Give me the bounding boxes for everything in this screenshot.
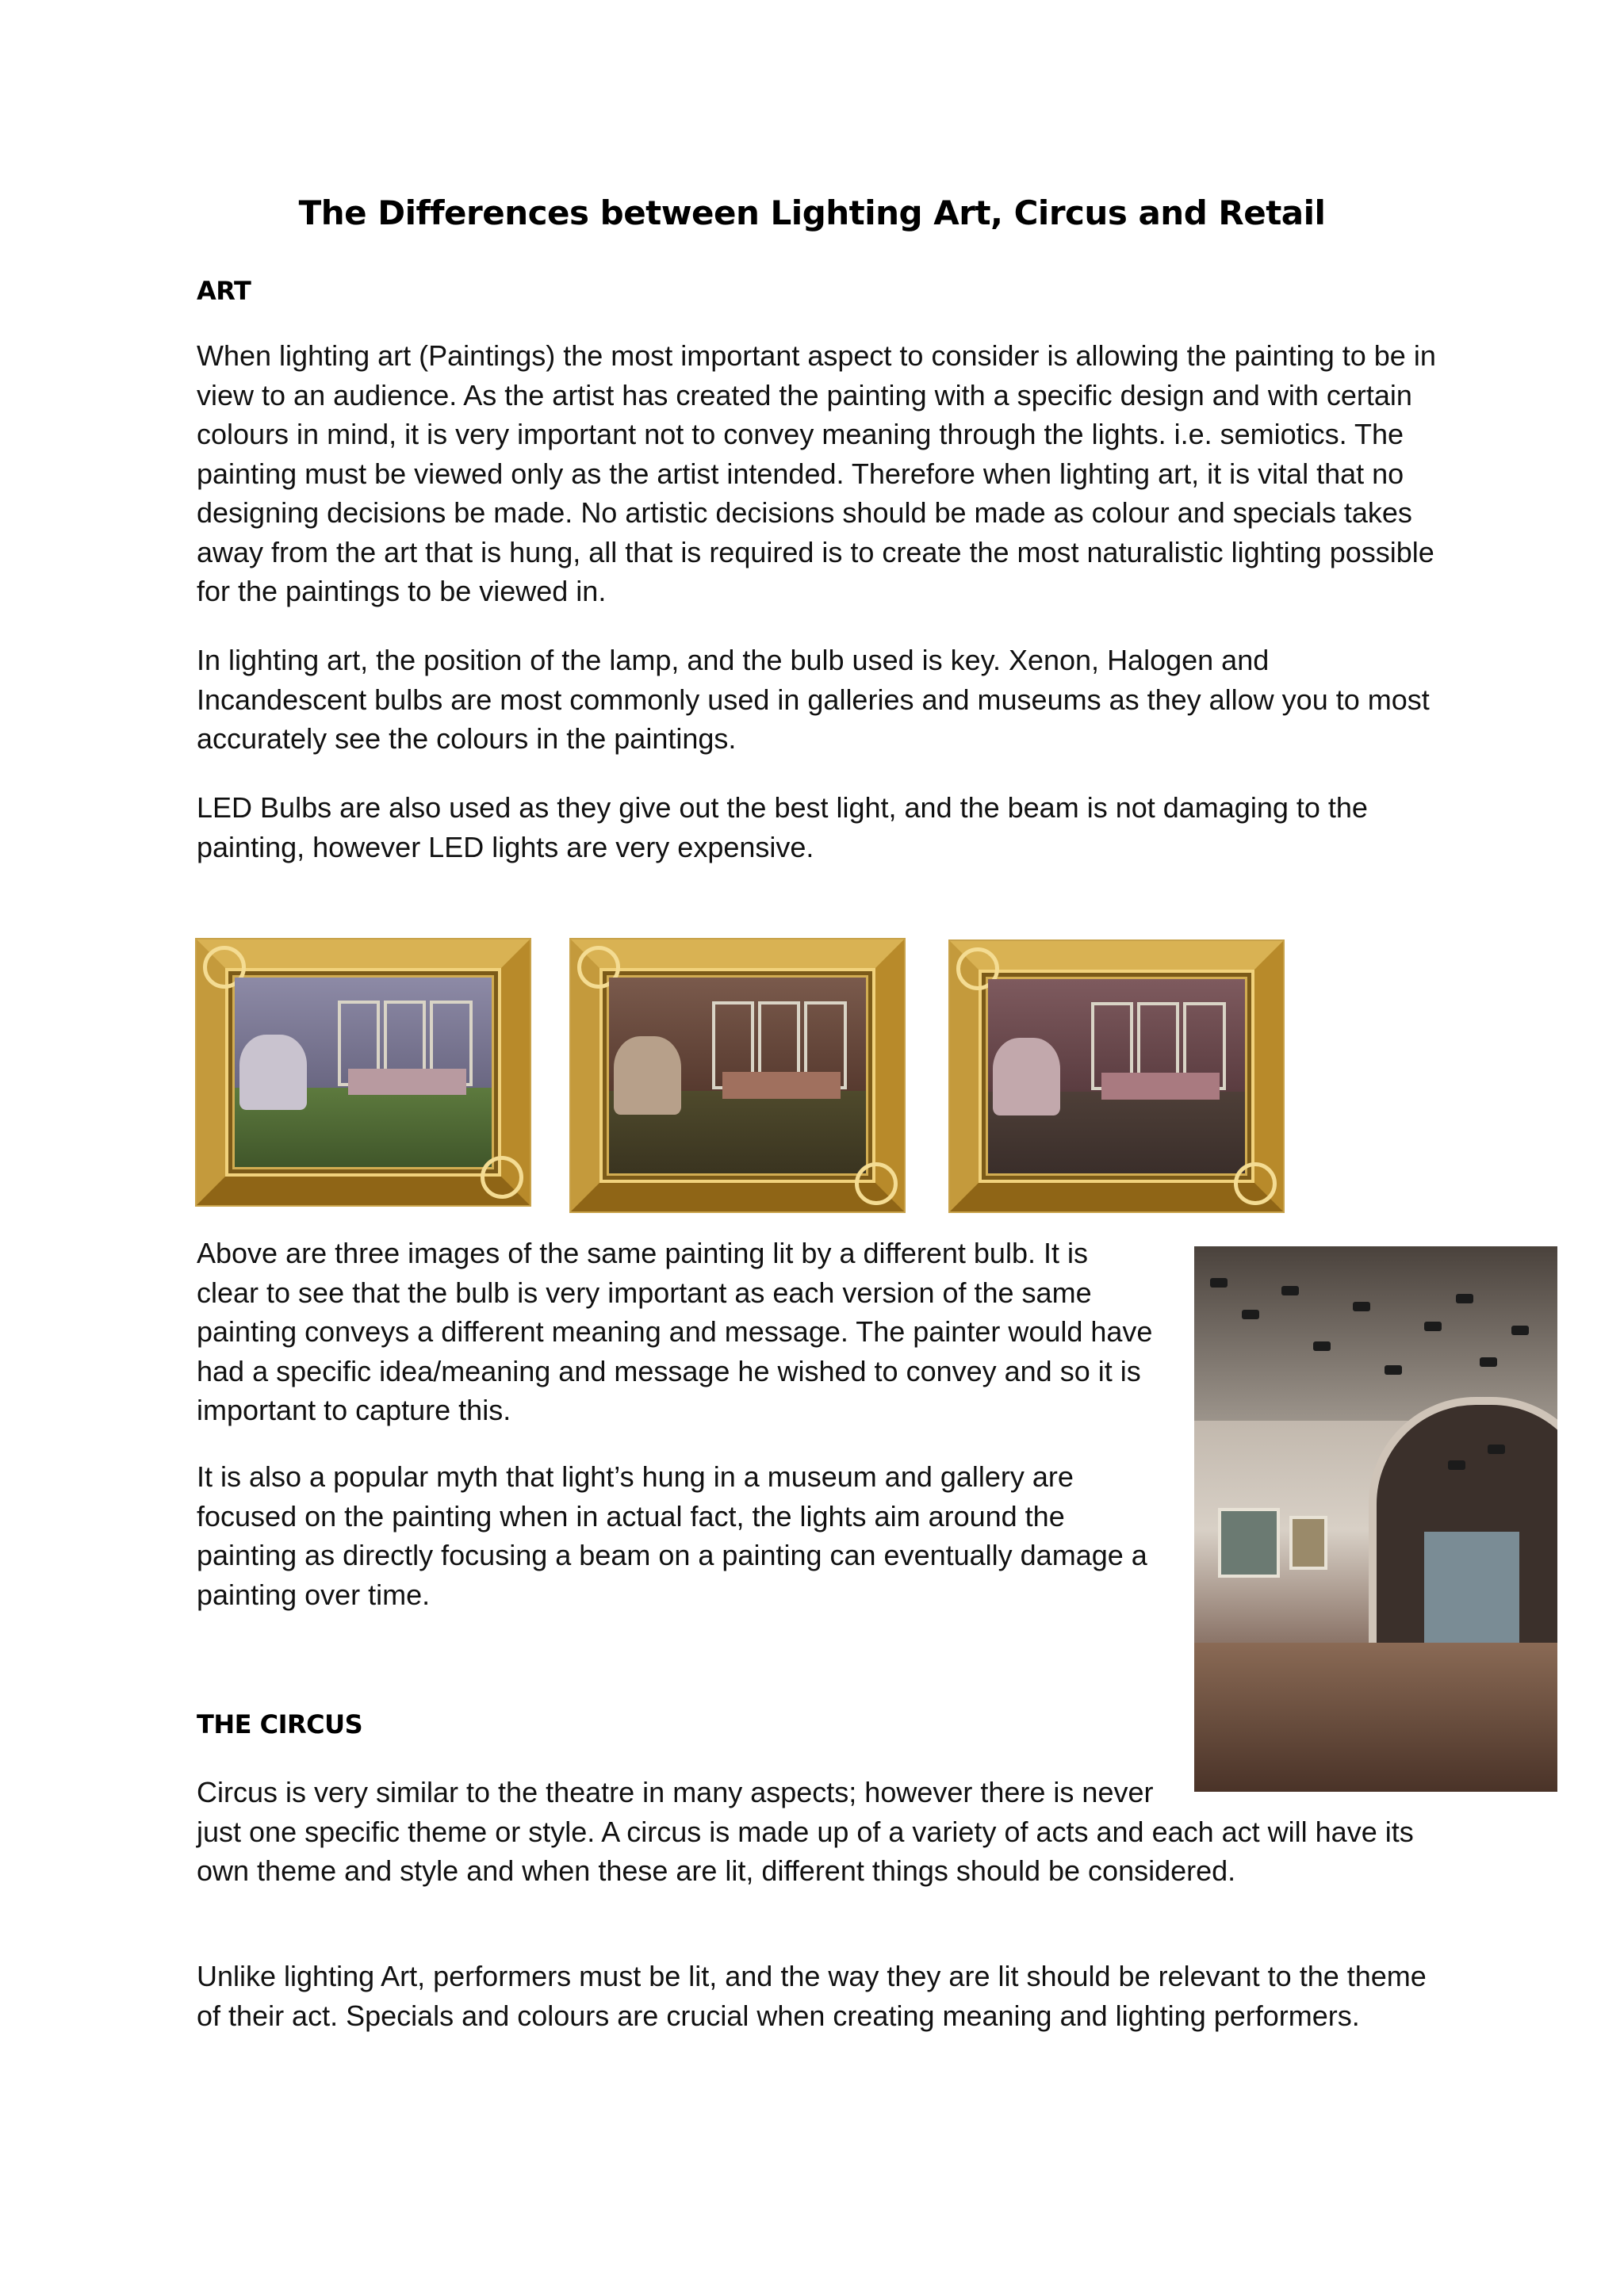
art-paragraph-2: In lighting art, the position of the lamp, and the bulb used is key. Xenon, Halogen and Incandescent bulbs are most commonly used in galleries and museums as they allow you to most accurately see the colours in the paintings. (197, 644, 1430, 755)
art-paragraph-3: LED Bulbs are also used as they give out the best light, and the beam is not damaging to the painting, however LED lights are very expensive. (197, 791, 1368, 863)
framed-painting-image-cool (197, 939, 530, 1205)
gallery-interior-photo (1194, 1246, 1557, 1792)
section-heading-circus: THE CIRCUS (197, 1709, 363, 1739)
page-title: The Differences between Lighting Art, Circus and Retail (298, 193, 1326, 232)
framed-painting-image-rose (950, 941, 1283, 1211)
art-paragraph-5: It is also a popular myth that light’s hung in a museum and gallery are focused on the painting when in actual fact, the lights aim around the painting as directly focusing a beam on a painting can eventually damage a painting over time. (197, 1460, 1147, 1611)
art-paragraph-4: Above are three images of the same painting lit by a different bulb. It is clear to see that the bulb is very important as each version of the same painting conveys a different meaning and message. The painter would have had a specific idea/meaning and message he wished to convey and so it is important to capture this. (197, 1237, 1153, 1426)
framed-painting-image-warm (571, 939, 904, 1211)
art-paragraph-1: When lighting art (Paintings) the most important aspect to consider is allowing the painting to be in view to an audience. As the artist has created the painting with a specific design and with certain colours in mind, it is very important not to convey meaning through the lights. i.e. semiotics. The painting must be viewed only as the artist intended. Therefore when lighting art, it is vital that no designing decisions be made. No artistic decisions should be made as colour and specials takes away from the art that is hung, all that is required is to create the most naturalistic lighting possible for the paintings to be viewed in. (197, 339, 1436, 607)
circus-paragraph-2: Unlike lighting Art, performers must be lit, and the way they are lit should be relevant to the theme of their act. Specials and colours are crucial when creating meaning and lighting performers. (197, 1960, 1427, 2032)
section-heading-art: ART (197, 276, 251, 306)
circus-paragraph-1: Circus is very similar to the theatre in many aspects; however there is never just one specific theme or style. A circus is made up of a variety of acts and each act will have its own theme and style and when these are lit, different things should be considered. (197, 1776, 1414, 1887)
